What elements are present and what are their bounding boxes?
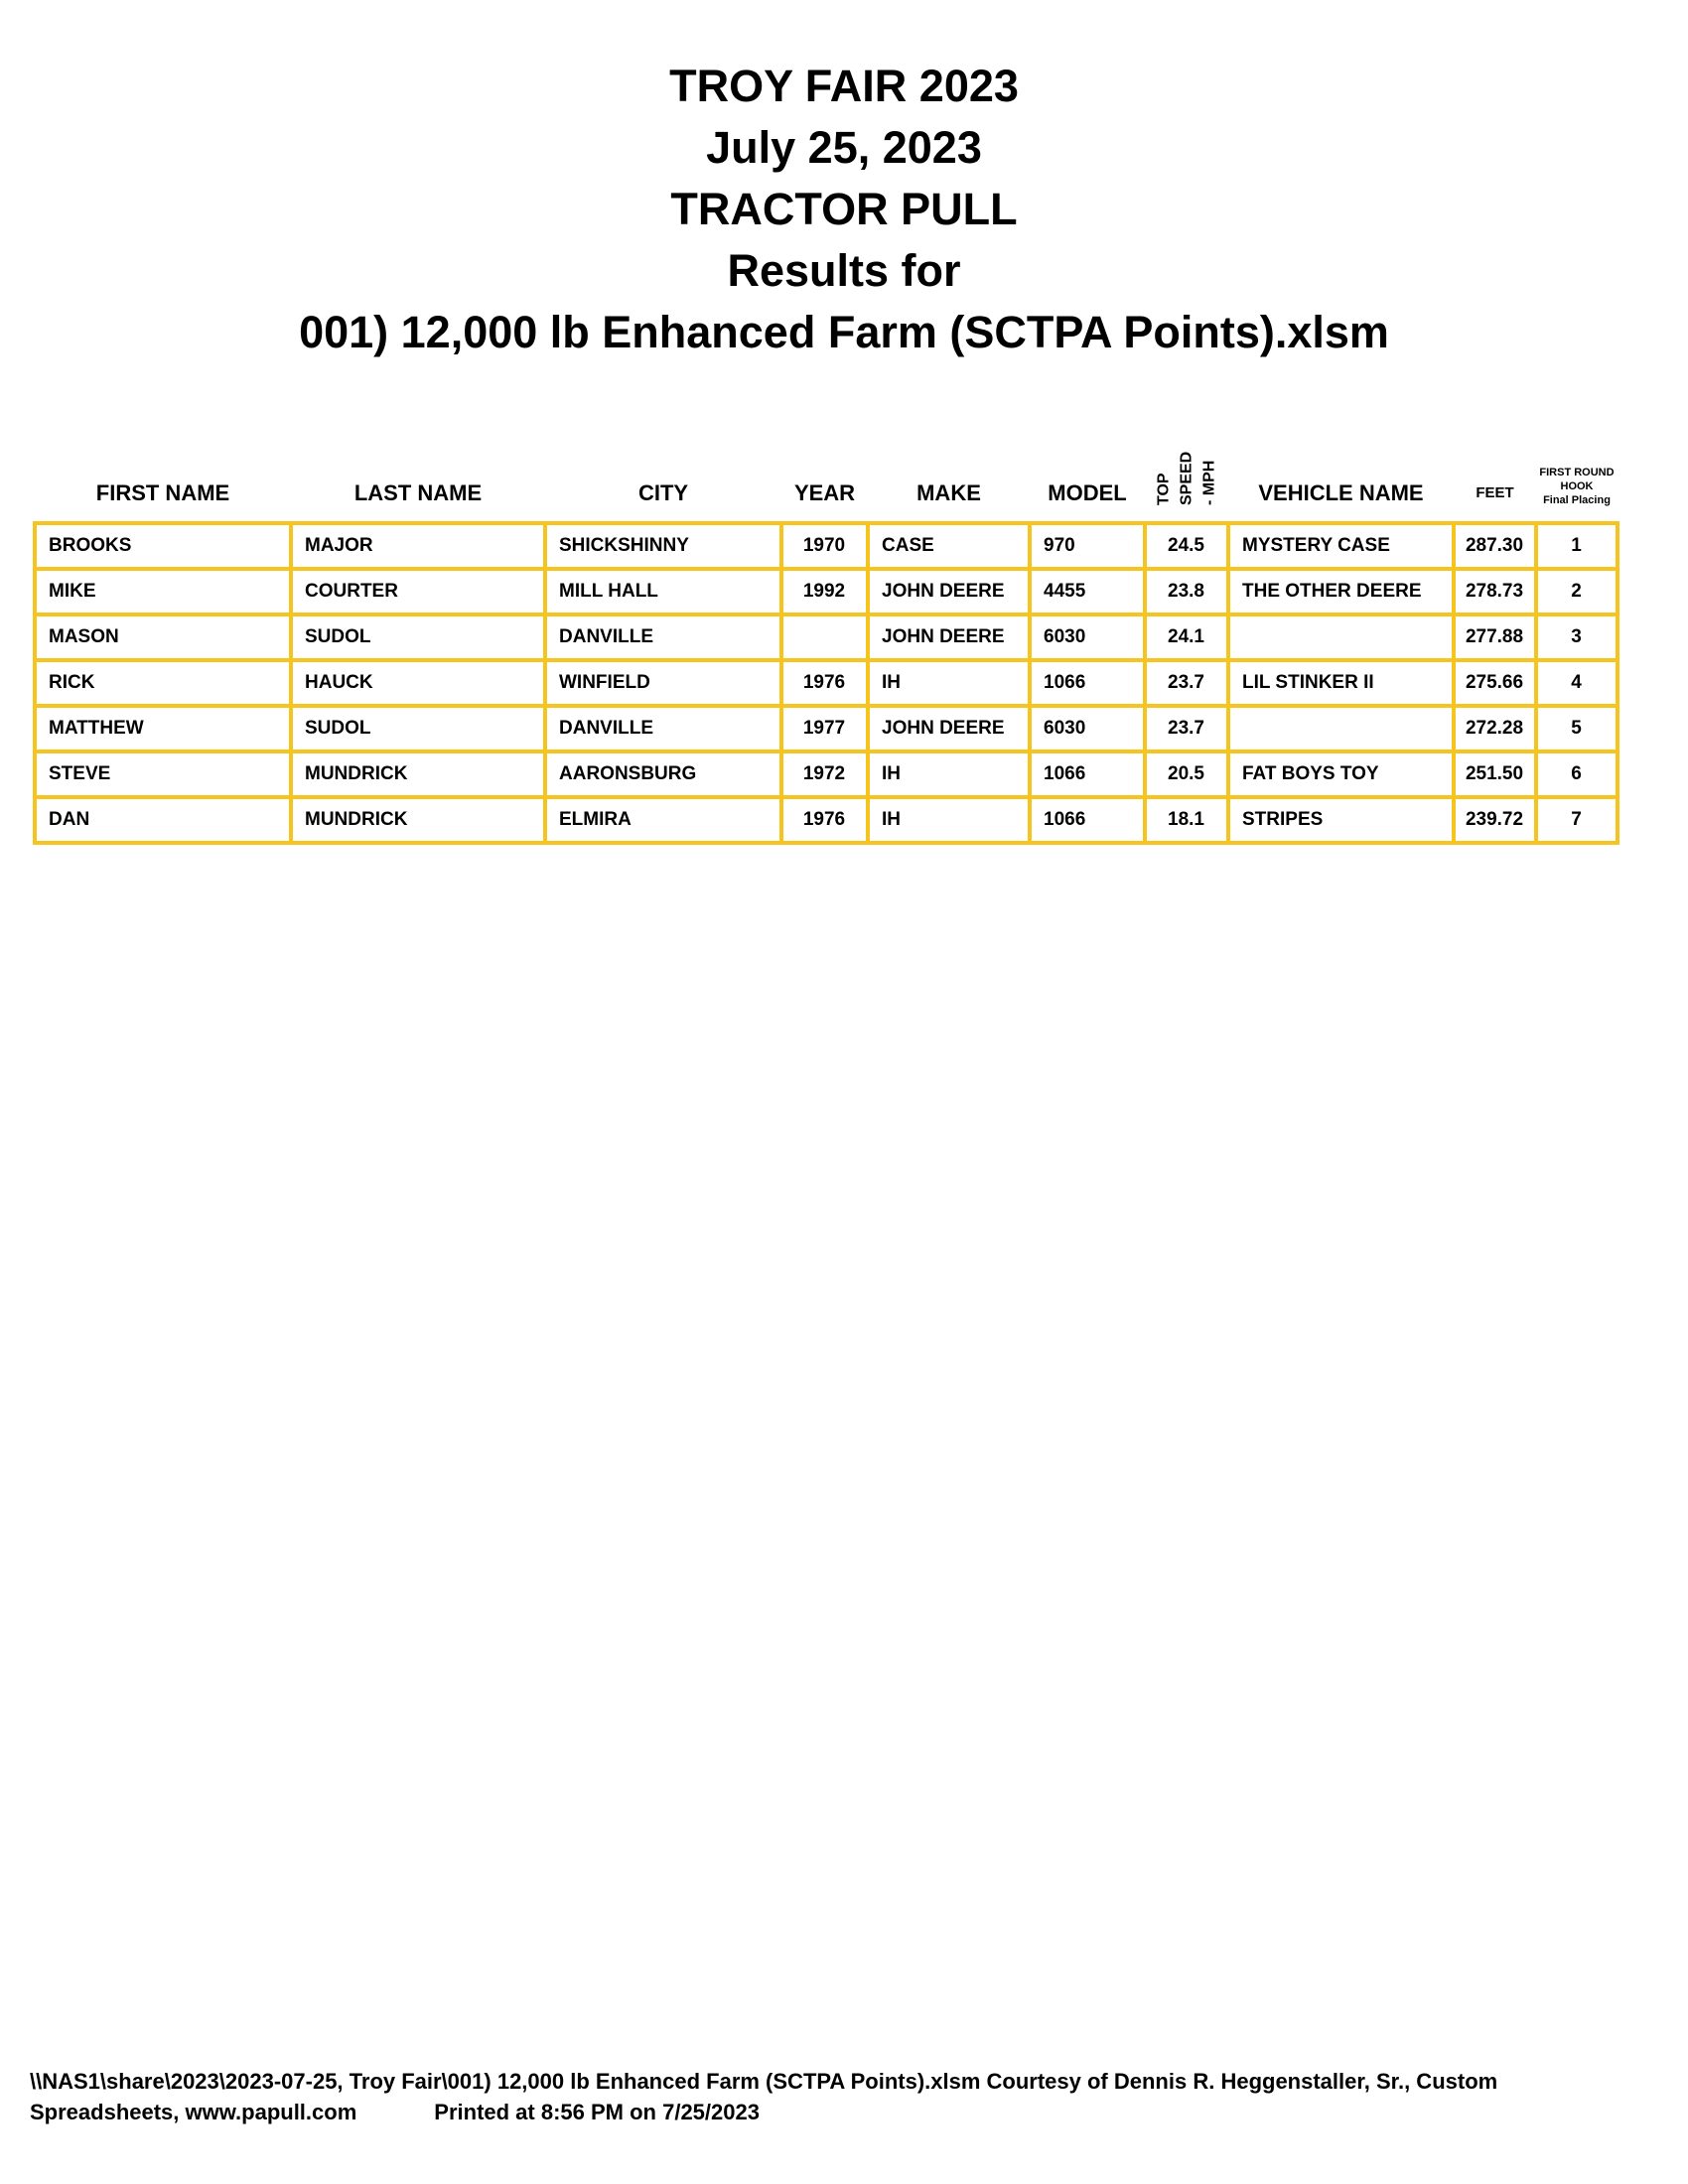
title-date: July 25, 2023 — [706, 122, 982, 173]
col-header-city: CITY — [637, 480, 689, 505]
footer-second-line — [30, 2097, 1678, 2127]
title-event: TROY FAIR 2023 — [669, 61, 1019, 111]
title-class-file: 001) 12,000 lb Enhanced Farm (SCTPA Points).xlsm — [299, 307, 1389, 357]
title-event-type: TRACTOR PULL — [670, 184, 1018, 234]
cell-year: 1972 — [781, 751, 868, 797]
cell-top-speed: 18.1 — [1145, 797, 1228, 843]
top-speed-line-2: SPEED — [1178, 451, 1196, 505]
cell-feet: 239.72 — [1454, 797, 1536, 843]
cell-city: AARONSBURG — [545, 751, 781, 797]
col-header-model: MODEL — [1048, 480, 1127, 505]
cell-model: 6030 — [1030, 706, 1145, 751]
cell-final-placing: 2 — [1536, 569, 1618, 614]
table-row — [35, 751, 1618, 797]
top-speed-rotated-label — [1153, 448, 1221, 505]
footer-website: Spreadsheets, www.papull.com — [30, 2100, 357, 2124]
hook-header-line-2: HOOK — [1560, 480, 1594, 492]
cell-top-speed: 23.7 — [1145, 706, 1228, 751]
cell-first-name: MASON — [35, 614, 291, 660]
cell-feet: 277.88 — [1454, 614, 1536, 660]
cell-make: IH — [868, 660, 1030, 706]
col-header-make: MAKE — [916, 480, 981, 505]
report-footer — [30, 2066, 1678, 2127]
cell-feet: 287.30 — [1454, 523, 1536, 569]
cell-final-placing: 5 — [1536, 706, 1618, 751]
cell-top-speed: 23.7 — [1145, 660, 1228, 706]
cell-city: DANVILLE — [545, 614, 781, 660]
cell-vehicle-name: STRIPES — [1228, 797, 1454, 843]
cell-vehicle-name — [1228, 614, 1454, 660]
col-header-first-round-hook — [1536, 427, 1618, 523]
footer-path-line: \\NAS1\share\2023\2023-07-25, Troy Fair\001) 12,000 lb Enhanced Farm (SCTPA Points).xlsm Courtesy of Dennis R. Heggenstaller, Sr., Custom — [30, 2069, 1498, 2094]
cell-model: 4455 — [1030, 569, 1145, 614]
cell-city: SHICKSHINNY — [545, 523, 781, 569]
cell-city: DANVILLE — [545, 706, 781, 751]
title-results-label: Results for — [727, 245, 961, 296]
cell-last-name: MUNDRICK — [291, 797, 545, 843]
report-title — [0, 56, 1688, 363]
cell-first-name: RICK — [35, 660, 291, 706]
table-row — [35, 614, 1618, 660]
col-header-feet: FEET — [1476, 484, 1514, 501]
hook-header-line-1: FIRST ROUND — [1539, 467, 1615, 478]
cell-final-placing: 7 — [1536, 797, 1618, 843]
col-header-first-name: FIRST NAME — [95, 480, 230, 505]
top-speed-line-1: TOP — [1155, 473, 1173, 505]
table-row — [35, 797, 1618, 843]
cell-top-speed: 23.8 — [1145, 569, 1228, 614]
cell-top-speed: 20.5 — [1145, 751, 1228, 797]
cell-vehicle-name: MYSTERY CASE — [1228, 523, 1454, 569]
cell-year: 1977 — [781, 706, 868, 751]
cell-top-speed: 24.1 — [1145, 614, 1228, 660]
hook-header-line-3: Final Placing — [1543, 494, 1611, 506]
table-row — [35, 523, 1618, 569]
cell-model: 970 — [1030, 523, 1145, 569]
cell-last-name: COURTER — [291, 569, 545, 614]
cell-first-name: DAN — [35, 797, 291, 843]
cell-make: JOHN DEERE — [868, 614, 1030, 660]
cell-top-speed: 24.5 — [1145, 523, 1228, 569]
cell-final-placing: 4 — [1536, 660, 1618, 706]
cell-last-name: MUNDRICK — [291, 751, 545, 797]
cell-model: 1066 — [1030, 797, 1145, 843]
cell-model: 1066 — [1030, 660, 1145, 706]
table-row — [35, 569, 1618, 614]
cell-year — [781, 614, 868, 660]
cell-city: MILL HALL — [545, 569, 781, 614]
cell-last-name: MAJOR — [291, 523, 545, 569]
cell-make: CASE — [868, 523, 1030, 569]
cell-feet: 275.66 — [1454, 660, 1536, 706]
col-header-last-name: LAST NAME — [353, 480, 483, 505]
cell-first-name: STEVE — [35, 751, 291, 797]
cell-make: JOHN DEERE — [868, 569, 1030, 614]
table-row — [35, 660, 1618, 706]
cell-year: 1976 — [781, 660, 868, 706]
cell-vehicle-name: FAT BOYS TOY — [1228, 751, 1454, 797]
cell-vehicle-name: THE OTHER DEERE — [1228, 569, 1454, 614]
cell-feet: 251.50 — [1454, 751, 1536, 797]
cell-first-name: BROOKS — [35, 523, 291, 569]
cell-feet: 272.28 — [1454, 706, 1536, 751]
cell-make: IH — [868, 797, 1030, 843]
cell-model: 1066 — [1030, 751, 1145, 797]
cell-city: ELMIRA — [545, 797, 781, 843]
cell-first-name: MATTHEW — [35, 706, 291, 751]
cell-vehicle-name — [1228, 706, 1454, 751]
cell-final-placing: 3 — [1536, 614, 1618, 660]
top-speed-line-3: - MPH — [1200, 460, 1218, 505]
table-row — [35, 706, 1618, 751]
cell-vehicle-name: LIL STINKER II — [1228, 660, 1454, 706]
cell-year: 1970 — [781, 523, 868, 569]
header-row — [35, 427, 1618, 523]
results-table — [33, 427, 1619, 845]
cell-last-name: SUDOL — [291, 706, 545, 751]
cell-last-name: SUDOL — [291, 614, 545, 660]
cell-final-placing: 1 — [1536, 523, 1618, 569]
col-header-year: YEAR — [793, 480, 856, 505]
cell-year: 1992 — [781, 569, 868, 614]
col-header-vehicle-name: VEHICLE NAME — [1258, 480, 1424, 505]
cell-make: JOHN DEERE — [868, 706, 1030, 751]
cell-first-name: MIKE — [35, 569, 291, 614]
cell-make: IH — [868, 751, 1030, 797]
footer-printed-timestamp: Printed at 8:56 PM on 7/25/2023 — [434, 2100, 760, 2124]
col-header-top-speed — [1145, 427, 1228, 523]
cell-feet: 278.73 — [1454, 569, 1536, 614]
cell-year: 1976 — [781, 797, 868, 843]
cell-model: 6030 — [1030, 614, 1145, 660]
cell-last-name: HAUCK — [291, 660, 545, 706]
cell-city: WINFIELD — [545, 660, 781, 706]
cell-final-placing: 6 — [1536, 751, 1618, 797]
